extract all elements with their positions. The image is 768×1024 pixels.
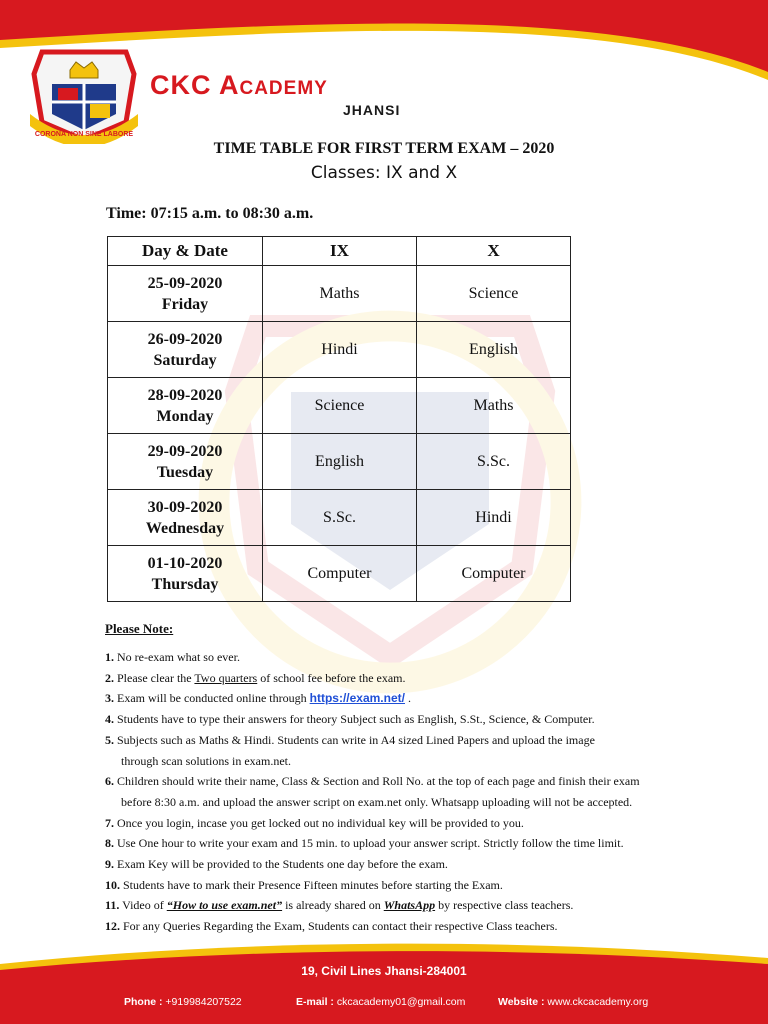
date-text: 25-09-2020 bbox=[147, 274, 223, 292]
note-text: of school fee before the exam. bbox=[257, 670, 406, 685]
note-text: Video of bbox=[122, 898, 167, 913]
note-item bbox=[105, 668, 685, 689]
note-number: 6. bbox=[105, 774, 114, 789]
note-number: 8. bbox=[105, 836, 114, 851]
note-underlined-text: Two quarters bbox=[194, 670, 258, 685]
note-emphasis-text: WhatsApp bbox=[383, 898, 436, 913]
note-text: Exam Key will be provided to the Students one day before the exam. bbox=[117, 857, 448, 872]
note-item bbox=[105, 709, 685, 730]
table-row bbox=[108, 546, 571, 602]
note-item bbox=[105, 771, 685, 792]
cell-ix: S.Sc. bbox=[263, 490, 417, 546]
note-text: Exam will be conducted online through bbox=[117, 691, 310, 706]
note-item bbox=[105, 875, 685, 896]
day-text: Saturday bbox=[153, 351, 217, 369]
note-number: 12. bbox=[105, 919, 120, 934]
note-item bbox=[105, 813, 685, 834]
school-crest-logo bbox=[22, 44, 146, 144]
table-row bbox=[108, 266, 571, 322]
note-item bbox=[105, 688, 685, 709]
exam-time: Time: 07:15 a.m. to 08:30 a.m. bbox=[106, 205, 314, 222]
notes-title: Please Note: bbox=[105, 621, 174, 636]
website-value[interactable]: www.ckcacademy.org bbox=[547, 996, 649, 1008]
table-row bbox=[108, 434, 571, 490]
cell-x: Hindi bbox=[417, 490, 571, 546]
document-title: TIME TABLE FOR FIRST TERM EXAM – 2020 bbox=[213, 140, 555, 157]
notes-list bbox=[105, 647, 685, 937]
note-text: For any Queries Regarding the Exam, Students can contact their respective Class teachers. bbox=[123, 919, 558, 934]
note-text: Please clear the bbox=[117, 670, 195, 685]
footer bbox=[0, 934, 768, 1024]
note-item-continued: through scan solutions in exam.net. bbox=[121, 753, 291, 768]
footer-phone bbox=[124, 996, 242, 1008]
school-name: CKC Academy bbox=[150, 70, 328, 100]
email-label: E-mail : bbox=[296, 996, 334, 1008]
note-item bbox=[105, 730, 685, 751]
header-class-ix: IX bbox=[263, 237, 417, 266]
cell-x: Maths bbox=[417, 378, 571, 434]
date-text: 26-09-2020 bbox=[147, 330, 223, 348]
footer-address: 19, Civil Lines Jhansi-284001 bbox=[301, 964, 467, 978]
note-item-continued: before 8:30 a.m. and upload the answer script on exam.net only. Whatsapp uploading will not be accepted. bbox=[121, 794, 633, 809]
note-text: Once you login, incase you get locked out no individual key will be provided to you. bbox=[117, 815, 524, 830]
day-text: Friday bbox=[161, 295, 209, 313]
document-subtitle: Classes: IX and X bbox=[310, 163, 458, 183]
note-number: 2. bbox=[105, 670, 114, 685]
footer-email bbox=[296, 996, 465, 1008]
date-text: 30-09-2020 bbox=[147, 498, 223, 516]
header-day-date: Day & Date bbox=[108, 237, 263, 266]
footer-swoosh bbox=[0, 934, 768, 1024]
cell-date bbox=[108, 434, 263, 490]
note-text: No re-exam what so ever. bbox=[117, 650, 240, 664]
note-number: 9. bbox=[105, 857, 114, 872]
school-city: JHANSI bbox=[343, 102, 401, 118]
cell-date bbox=[108, 546, 263, 602]
note-number: 10. bbox=[105, 877, 120, 892]
date-text: 01-10-2020 bbox=[147, 554, 223, 572]
table-row bbox=[108, 322, 571, 378]
note-number: 5. bbox=[105, 732, 114, 747]
cell-date bbox=[108, 378, 263, 434]
table-row bbox=[108, 490, 571, 546]
cell-x: English bbox=[417, 322, 571, 378]
day-text: Thursday bbox=[151, 575, 219, 593]
email-value[interactable]: ckcacademy01@gmail.com bbox=[336, 996, 466, 1008]
note-number: 3. bbox=[105, 691, 114, 706]
day-text: Tuesday bbox=[156, 463, 214, 481]
date-text: 29-09-2020 bbox=[147, 442, 223, 460]
note-item bbox=[105, 647, 685, 668]
note-text: Students have to mark their Presence Fifteen minutes before starting the Exam. bbox=[123, 877, 503, 892]
cell-ix: Maths bbox=[263, 266, 417, 322]
cell-x: S.Sc. bbox=[417, 434, 571, 490]
note-text: Students have to type their answers for theory Subject such as English, S.St., Science, & Computer. bbox=[117, 712, 595, 727]
exam-timetable bbox=[107, 236, 571, 602]
note-number: 1. bbox=[105, 650, 114, 664]
note-text: Subjects such as Maths & Hindi. Students can write in A4 sized Lined Papers and upload the image bbox=[117, 732, 595, 747]
note-item bbox=[105, 833, 685, 854]
table-row bbox=[108, 378, 571, 434]
note-text: Use One hour to write your exam and 15 min. to upload your answer script. Strictly follow the time limit. bbox=[117, 836, 624, 851]
note-text: by respective class teachers. bbox=[435, 898, 574, 913]
cell-x: Science bbox=[417, 266, 571, 322]
phone-value: +919984207522 bbox=[165, 996, 242, 1008]
cell-date bbox=[108, 490, 263, 546]
website-label: Website : bbox=[498, 996, 545, 1008]
note-item bbox=[105, 895, 685, 916]
table-header-row bbox=[108, 237, 571, 266]
day-text: Wednesday bbox=[145, 519, 225, 537]
footer-website bbox=[498, 996, 648, 1008]
note-number: 11. bbox=[105, 898, 120, 913]
cell-ix: Hindi bbox=[263, 322, 417, 378]
note-text: . bbox=[404, 691, 411, 706]
crest-motto: CORONA NON SINE LABORE bbox=[34, 131, 134, 138]
cell-date bbox=[108, 266, 263, 322]
cell-x: Computer bbox=[417, 546, 571, 602]
note-text: is already shared on bbox=[282, 898, 384, 913]
note-item bbox=[105, 854, 685, 875]
note-text: Children should write their name, Class & Section and Roll No. at the top of each page and finish their exam bbox=[117, 774, 640, 789]
note-number: 4. bbox=[105, 712, 114, 727]
cell-date bbox=[108, 322, 263, 378]
header-class-x: X bbox=[417, 237, 571, 266]
date-text: 28-09-2020 bbox=[147, 386, 223, 404]
note-emphasis-text: “How to use exam.net” bbox=[166, 898, 283, 913]
cell-ix: English bbox=[263, 434, 417, 490]
cell-ix: Computer bbox=[263, 546, 417, 602]
phone-label: Phone : bbox=[124, 996, 163, 1008]
exam-net-link[interactable]: https://exam.net/ bbox=[309, 691, 405, 706]
cell-ix: Science bbox=[263, 378, 417, 434]
day-text: Monday bbox=[156, 407, 214, 425]
note-number: 7. bbox=[105, 815, 114, 830]
